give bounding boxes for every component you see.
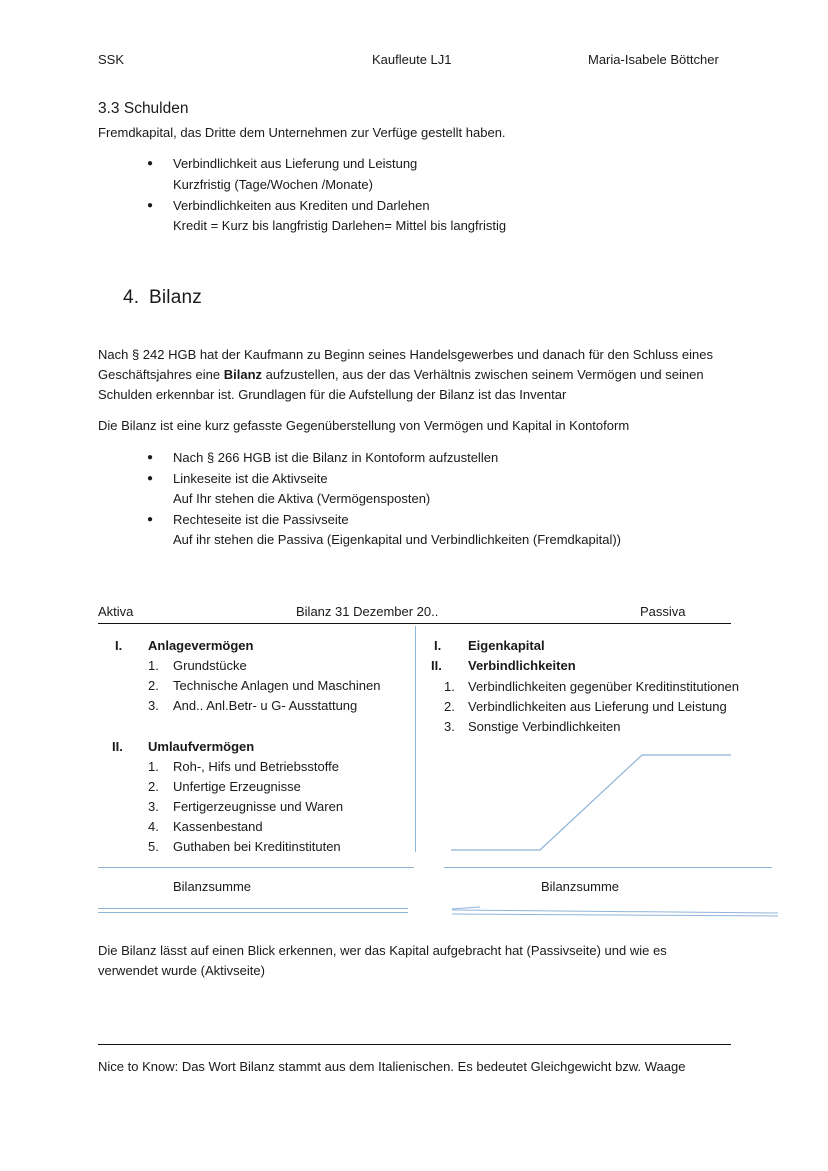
header-right: Maria-Isabele Böttcher: [588, 52, 719, 67]
bullet-icon: ●: [147, 158, 154, 169]
bullet-icon: ●: [147, 473, 154, 484]
aktiva-double-rule-bottom: [98, 912, 408, 913]
passiva-sum-label: Bilanzsumme: [541, 879, 620, 894]
section-schulden-title: 3.3 Schulden: [98, 100, 189, 117]
section-bilanz-title: Bilanz: [149, 287, 202, 308]
passiva-item-number: 2.: [444, 699, 455, 714]
bilanz-bullet-2-title: Linkeseite ist die Aktivseite: [173, 471, 328, 486]
aktiva-item: Roh-, Hifs und Betriebsstoffe: [173, 759, 339, 774]
schulden-item-1-detail: Kurzfristig (Tage/Wochen /Monate): [173, 177, 373, 192]
section-bilanz-number: 4.: [123, 287, 140, 308]
aktiva-item-number: 1.: [148, 658, 159, 673]
bilanz-conclusion: Die Bilanz lässt auf einen Blick erkennen, wer das Kapital aufgebracht hat (Passivseite) und wie es verwendet wurde (Aktivseite): [98, 943, 667, 978]
bilanz-paragraph-1: Nach § 242 HGB hat der Kaufmann zu Beginn seines Handelsgewerbes und danach für den Schluss eines Geschäftsjahres eine Bilanz aufzustellen, aus der das Verhältnis zwischen seinem Vermögen und seinen Schulden erkennbar ist. Grundlagen für die Aufstellung der Bilanz ist das Inventar: [98, 347, 713, 402]
balance-aktiva-label: Aktiva: [98, 604, 134, 619]
balance-passiva-label: Passiva: [640, 604, 686, 619]
aktiva-item-number: 4.: [148, 819, 159, 834]
footer-note: Nice to Know: Das Wort Bilanz stammt aus dem Italienischen. Es bedeutet Gleichgewicht bzw. Waage: [98, 1059, 686, 1074]
bilanz-bullet-3-detail: Auf ihr stehen die Passiva (Eigenkapital und Verbindlichkeiten (Fremdkapital)): [173, 532, 622, 547]
aktiva-item-number: 1.: [148, 759, 159, 774]
balance-center-divider: [415, 626, 416, 852]
aktiva-item: And.. Anl.Betr- u G- Ausstattung: [173, 698, 358, 713]
balance-title: Bilanz 31 Dezember 20..: [296, 604, 439, 619]
bilanz-paragraph-2: Die Bilanz ist eine kurz gefasste Gegenüberstellung von Vermögen und Kapital in Kontoform: [98, 418, 630, 433]
aktiva-sum-label: Bilanzsumme: [173, 879, 252, 894]
aktiva-item: Guthaben bei Kreditinstituten: [173, 839, 341, 854]
aktiva-group-1-numeral: I.: [115, 638, 123, 653]
aktiva-item: Technische Anlagen und Maschinen: [173, 678, 381, 693]
aktiva-item: Unfertige Erzeugnisse: [173, 779, 301, 794]
aktiva-item-number: 2.: [148, 779, 159, 794]
passiva-item-number: 1.: [444, 679, 455, 694]
aktiva-item: Kassenbestand: [173, 819, 263, 834]
balance-top-rule: [98, 623, 731, 624]
passiva-group-1-title: Eigenkapital: [468, 638, 545, 653]
aktiva-group-1-title: Anlagevermögen: [148, 638, 254, 653]
aktiva-item: Fertigerzeugnisse und Waren: [173, 799, 344, 814]
aktiva-item: Grundstücke: [173, 658, 247, 673]
passiva-item-number: 3.: [444, 719, 455, 734]
passiva-item: Sonstige Verbindlichkeiten: [468, 719, 621, 734]
bilanz-bullet-2-detail: Auf Ihr stehen die Aktiva (Vermögensposten): [173, 491, 431, 506]
header-center: Kaufleute LJ1: [372, 52, 452, 67]
passiva-sum-rule: [444, 867, 772, 868]
passiva-group-1-numeral: I.: [434, 638, 442, 653]
aktiva-group-2-numeral: II.: [112, 739, 123, 754]
aktiva-sum-rule: [98, 867, 414, 868]
footer-rule: [98, 1044, 731, 1045]
header-left: SSK: [98, 52, 125, 67]
section-schulden-intro: Fremdkapital, das Dritte dem Unternehmen zur Verfüge gestellt haben.: [98, 125, 506, 140]
aktiva-group-2-title: Umlaufvermögen: [148, 739, 255, 754]
passiva-group-2-title: Verbindlichkeiten: [468, 658, 576, 673]
aktiva-item-number: 3.: [148, 799, 159, 814]
passiva-item: Verbindlichkeiten gegenüber Kreditinstitutionen: [468, 679, 740, 694]
bilanz-bullet-3-title: Rechteseite ist die Passivseite: [173, 512, 349, 527]
bilanz-bold-term: Bilanz: [223, 367, 263, 382]
bilanz-bullet-1-title: Nach § 266 HGB ist die Bilanz in Kontoform aufzustellen: [173, 450, 499, 465]
buchhalternase-line: [448, 748, 734, 856]
bullet-icon: ●: [147, 514, 154, 525]
passiva-group-2-numeral: II.: [431, 658, 442, 673]
passiva-double-rule: [450, 902, 782, 918]
schulden-item-2-detail: Kredit = Kurz bis langfristig Darlehen= Mittel bis langfristig: [173, 218, 507, 233]
aktiva-item-number: 2.: [148, 678, 159, 693]
bullet-icon: ●: [147, 452, 154, 463]
schulden-item-1-title: Verbindlichkeit aus Lieferung und Leistung: [173, 156, 418, 171]
bullet-icon: ●: [147, 200, 154, 211]
passiva-item: Verbindlichkeiten aus Lieferung und Leistung: [468, 699, 727, 714]
aktiva-double-rule-top: [98, 908, 408, 909]
aktiva-item-number: 3.: [148, 698, 159, 713]
aktiva-item-number: 5.: [148, 839, 159, 854]
schulden-item-2-title: Verbindlichkeiten aus Krediten und Darlehen: [173, 198, 430, 213]
